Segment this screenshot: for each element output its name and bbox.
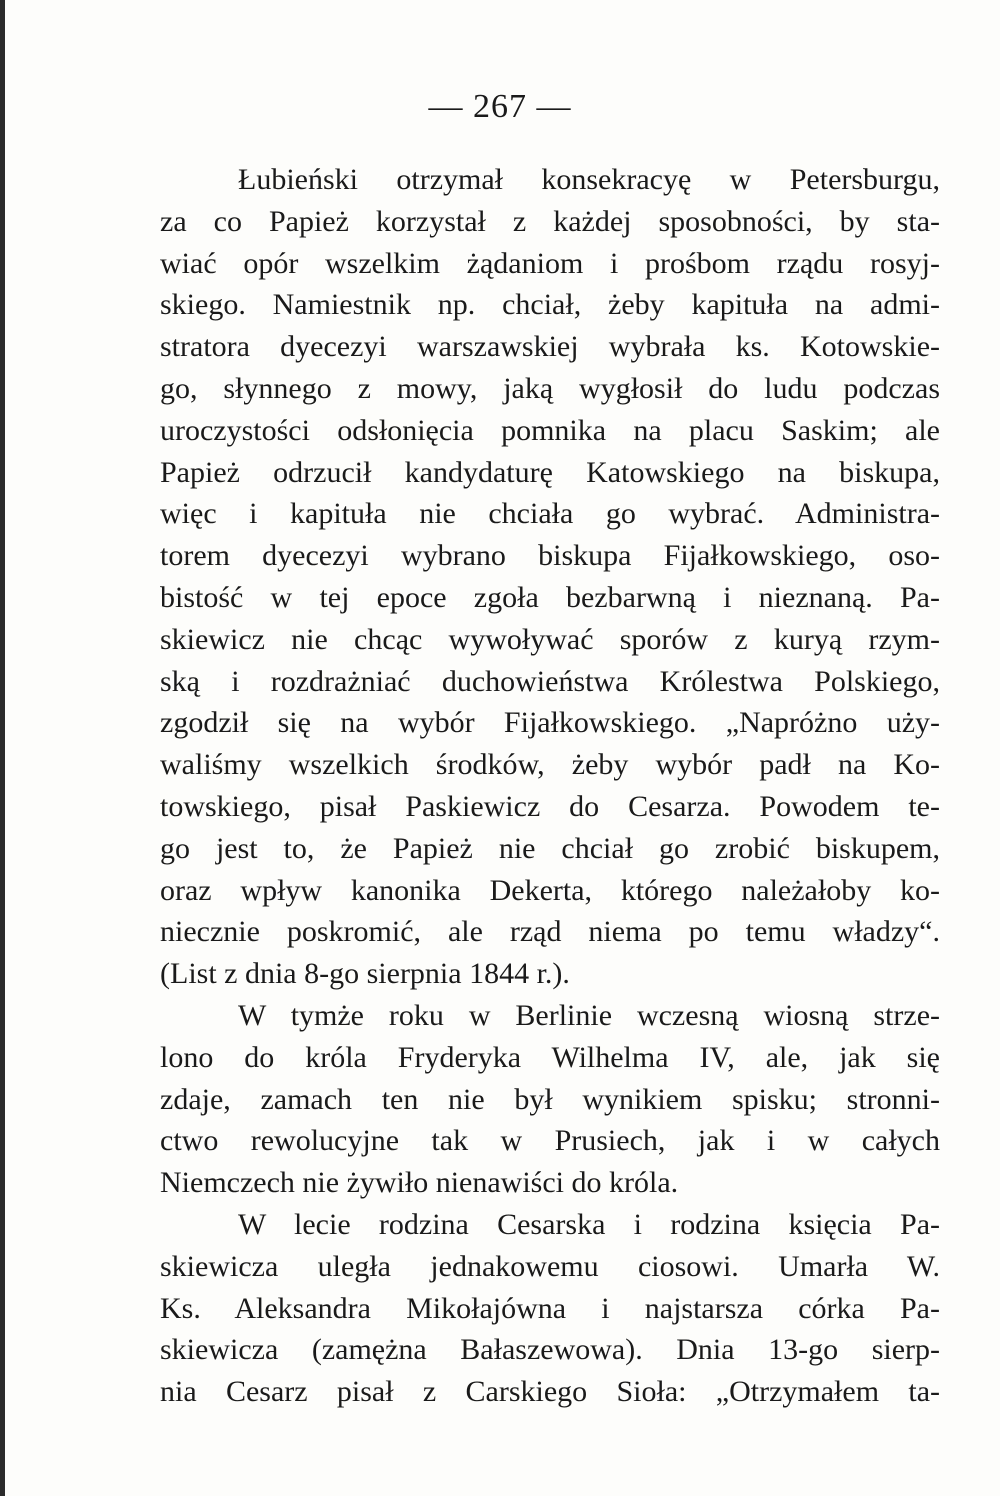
page-number: — 267 — xyxy=(428,88,572,125)
text-line: torem dyecezyi wybrano biskupa Fijałkowskiego, oso- xyxy=(160,539,940,573)
text-line: niecznie poskromić, ale rząd niema po temu władzy“. xyxy=(160,915,940,949)
text-line: go, słynnego z mowy, jaką wygłosił do ludu podczas xyxy=(160,371,940,405)
text-line: lono do króla Fryderyka Wilhelma IV, ale, jak się xyxy=(160,1040,940,1074)
text-line: skiewicza uległa jednakowemu ciosowi. Umarła W. xyxy=(160,1249,940,1283)
text-line: zdaje, zamach ten nie był wynikiem spisku; stronni- xyxy=(160,1082,940,1116)
text-line: ską i rozdrażniać duchowieństwa Królestwa Polskiego, xyxy=(160,664,940,698)
text-line: skiewicza (zamężna Bałaszewowa). Dnia 13-go sierp- xyxy=(160,1333,940,1367)
text-line: bistość w tej epoce zgoła bezbarwną i nieznaną. Pa- xyxy=(160,580,940,614)
paragraph xyxy=(160,159,940,995)
text-line: Ks. Aleksandra Mikołajówna i najstarsza córka Pa- xyxy=(160,1291,940,1325)
text-line: Łubieński otrzymał konsekracyę w Petersburgu, xyxy=(238,163,940,196)
text-line: towskiego, pisał Paskiewicz do Cesarza. Powodem te- xyxy=(160,789,940,823)
text-line: zgodził się na wybór Fijałkowskiego. „Napróżno uży- xyxy=(160,706,940,740)
text-line: (List z dnia 8-go sierpnia 1844 r.). xyxy=(160,957,570,991)
text-line: waliśmy wszelkich środków, żeby wybór padł na Ko- xyxy=(160,748,940,782)
paragraph xyxy=(160,1204,940,1413)
text-line: W lecie rodzina Cesarska i rodzina księcia Pa- xyxy=(238,1207,940,1241)
page-body xyxy=(160,159,940,1413)
text-line: wiać opór wszelkim żądaniom i prośbom rządu rosyj- xyxy=(160,246,940,280)
text-line: nia Cesarz pisał z Carskiego Sioła: „Otrzymałem ta- xyxy=(160,1375,940,1409)
text-line: za co Papież korzystał z każdej sposobności, by sta- xyxy=(160,204,940,238)
text-line: Niemczech nie żywiło nienawiści do króla. xyxy=(160,1166,679,1200)
text-line: Papież odrzucił kandydaturę Katowskiego na biskupa, xyxy=(160,455,940,489)
text-line: skiego. Namiestnik np. chciał, żeby kapituła na admi- xyxy=(160,288,940,322)
text-line: uroczystości odsłonięcia pomnika na placu Saskim; ale xyxy=(160,413,940,447)
text-line: skiewicz nie chcąc wywoływać sporów z kuryą rzym- xyxy=(160,622,940,656)
paragraph xyxy=(160,995,940,1204)
page-left-edge xyxy=(0,0,5,1496)
text-line: W tymże roku w Berlinie wczesną wiosną strze- xyxy=(238,998,940,1032)
text-line: oraz wpływ kanonika Dekerta, którego należałoby ko- xyxy=(160,873,940,907)
text-line: stratora dyecezyi warszawskiej wybrała ks. Kotowskie- xyxy=(160,330,940,364)
text-line: ctwo rewolucyjne tak w Prusiech, jak i w całych xyxy=(160,1124,940,1158)
text-line: go jest to, że Papież nie chciał go zrobić biskupem, xyxy=(160,831,940,865)
text-line: więc i kapituła nie chciała go wybrać. Administra- xyxy=(160,497,940,531)
